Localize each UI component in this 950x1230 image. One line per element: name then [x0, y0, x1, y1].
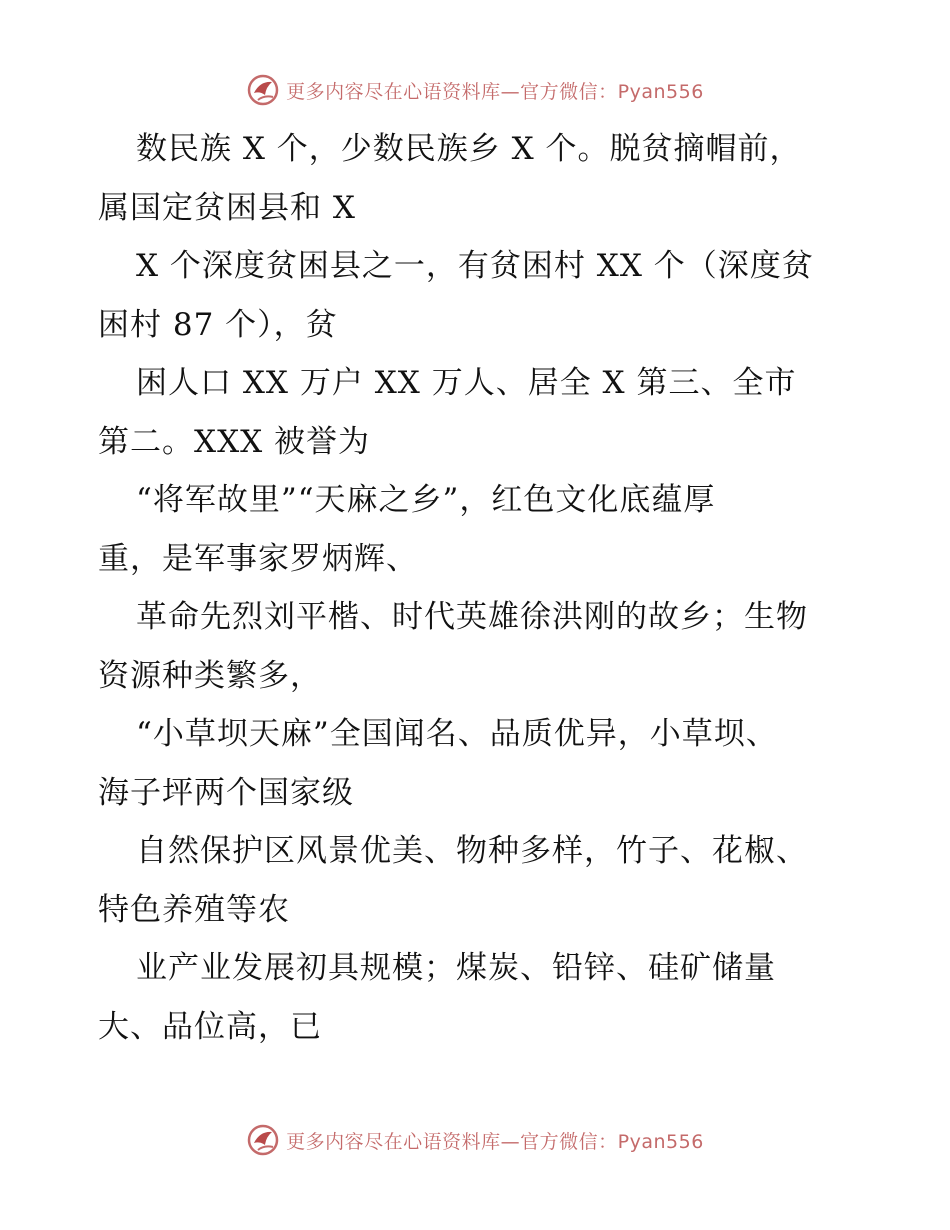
- body-line: 困村 87 个），贫: [98, 306, 338, 343]
- body-line: “小草坝天麻”全国闻名、品质优异，小草坝、: [136, 716, 778, 752]
- footer-watermark: [0, 1120, 950, 1160]
- body-line: 困人口 XX 万户 XX 万人、居全 X 第三、全市: [136, 365, 797, 401]
- body-line: 属国定贫困县和 X: [98, 189, 356, 226]
- body-line: X 个深度贫困县之一，有贫困村 XX 个（深度贫: [136, 248, 814, 284]
- body-line: 重，是军事家罗炳辉、: [98, 540, 418, 577]
- body-line: 大、品位高，已: [98, 1008, 322, 1045]
- watermark-text: 更多内容尽在心语资料库—官方微信：Pyan556: [286, 1130, 704, 1153]
- brand-logo-icon: [246, 1123, 280, 1157]
- body-line: 海子坪两个国家级: [98, 774, 354, 811]
- body-line: 资源种类繁多，: [98, 657, 322, 694]
- document-body: [98, 120, 858, 1056]
- body-line: 业产业发展初具规模；煤炭、铅锌、硅矿储量: [136, 950, 776, 986]
- body-line: 特色养殖等农: [98, 891, 290, 928]
- watermark-text: 更多内容尽在心语资料库—官方微信：Pyan556: [286, 80, 704, 103]
- body-line: 数民族 X 个，少数民族乡 X 个。脱贫摘帽前，: [136, 131, 802, 167]
- brand-logo-icon: [246, 73, 280, 107]
- body-line: 第二。XXX 被誉为: [98, 423, 371, 460]
- body-line: 自然保护区风景优美、物种多样，竹子、花椒、: [136, 833, 808, 869]
- body-line: “将军故里”“天麻之乡”，红色文化底蕴厚: [136, 482, 716, 518]
- body-line: 革命先烈刘平楷、时代英雄徐洪刚的故乡；生物: [136, 599, 808, 635]
- header-watermark: [0, 70, 950, 110]
